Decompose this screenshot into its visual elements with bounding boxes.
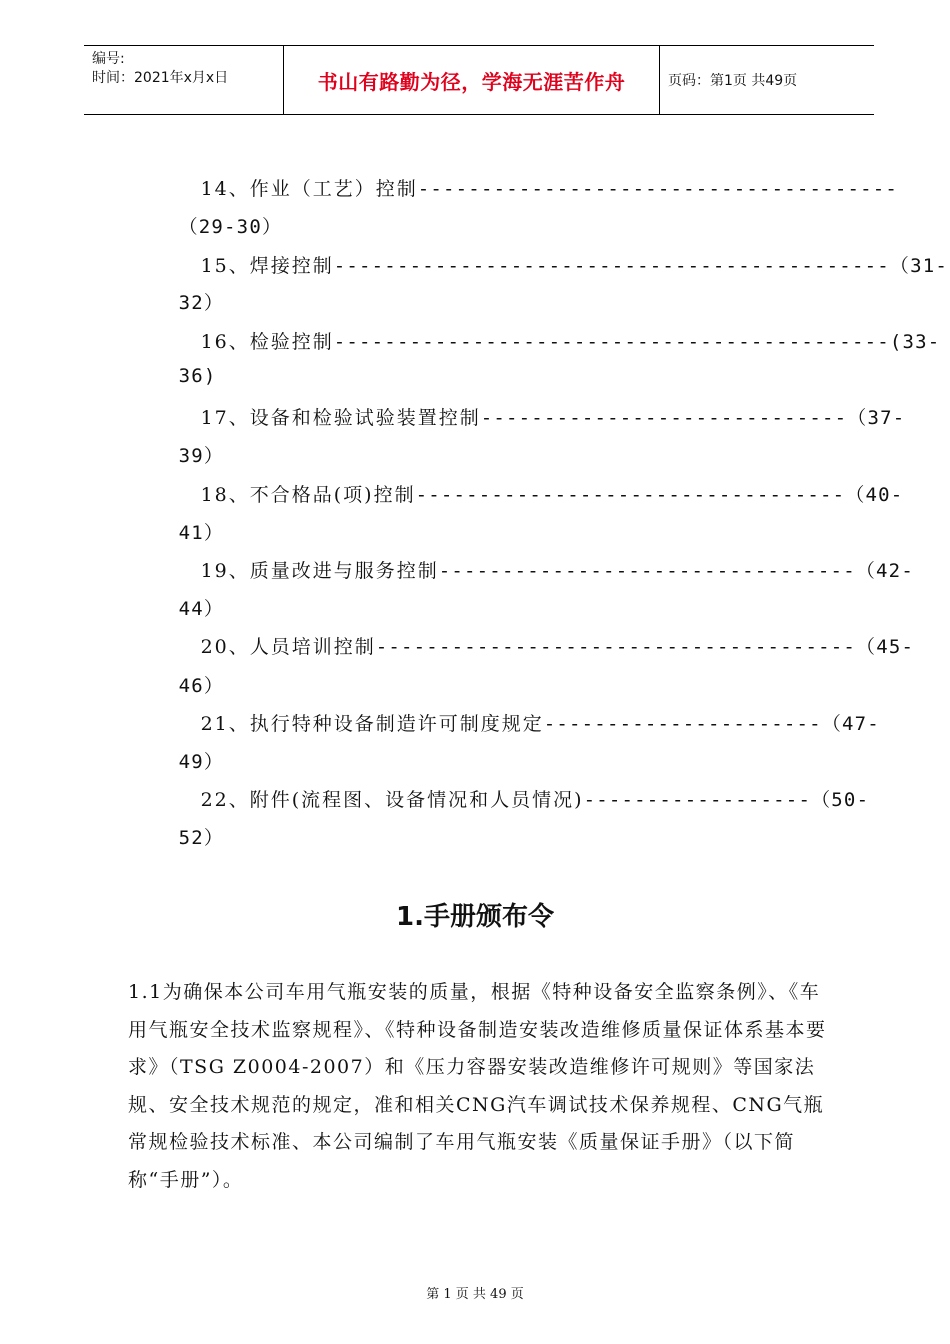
toc-entry-label: 21、执行特种设备制造许可制度规定: [200, 713, 544, 735]
toc-page-range-start: （47-: [821, 713, 880, 735]
toc-leader: ------------------: [583, 789, 812, 811]
toc-entry-label: 19、质量改进与服务控制: [200, 560, 439, 582]
section-title: 1.手册颁布令: [396, 902, 554, 932]
toc-entry-15[interactable]: [150, 229, 948, 300]
toc-page-range-start: (33-: [889, 331, 941, 353]
body-paragraph: 1.1为确保本公司车用气瓶安装的质量，根据《特种设备安全监察条例》、《车用气瓶安全技术监察规程》、《特种设备制造安装改造维修质量保证体系基本要求》（TSG Z0004-2007）和《压力容器安装改造维修许可规则》等国家法规、安全技术规范的规定，准和相关CNG汽车调试技术保养规程、CNG气瓶常规检验技术标准、本公司编制了车用气瓶安装《质量保证手册》（以下简称“手册”）。: [128, 981, 827, 1191]
toc-entry-18[interactable]: [150, 458, 903, 529]
toc-entry-22[interactable]: [150, 763, 869, 834]
toc-page-range-end: 44）: [178, 598, 225, 620]
toc-entry-19[interactable]: [150, 534, 914, 605]
toc-entry-16[interactable]: [150, 305, 940, 376]
toc-page-range-end: 41）: [178, 522, 225, 544]
header-page-label: 页码：第1页 共49页: [668, 73, 798, 89]
toc-leader: ----------------------: [543, 713, 822, 735]
header-motto: 书山有路勤为径，学海无涯苦作舟: [284, 46, 660, 114]
toc-entry-21[interactable]: [150, 687, 880, 758]
toc-leader: --------------------------------------: [375, 636, 857, 658]
toc-page-range-end: 39）: [178, 445, 225, 467]
toc-page-range-end: 32）: [178, 292, 225, 314]
toc-page-range-start: （31-: [889, 255, 948, 277]
toc-entry-label: 17、设备和检验试验装置控制: [200, 407, 481, 429]
toc-page-range-end: 36): [178, 365, 217, 387]
toc-page-range-start: （37-: [847, 407, 906, 429]
toc-leader: -----------------------------: [480, 407, 848, 429]
page-header: [84, 45, 874, 115]
toc-leader: --------------------------------------------: [333, 331, 890, 353]
toc-entry-22-range: [128, 801, 224, 872]
toc-entry-label: 18、不合格品(项)控制: [200, 484, 416, 506]
toc-entry-20[interactable]: [150, 610, 914, 681]
toc-page-range-start: （42-: [855, 560, 914, 582]
toc-leader: ----------------------------------: [415, 484, 846, 506]
toc-page-range: （29-30）: [178, 216, 283, 238]
toc-leader: --------------------------------------------: [333, 255, 890, 277]
toc-entry-label: 14、作业（工艺）控制: [200, 178, 418, 200]
toc-page-range-end: 52）: [178, 827, 225, 849]
header-meta: [84, 46, 284, 114]
toc-leader: ---------------------------------: [438, 560, 856, 582]
toc-entry-label: 20、人员培训控制: [200, 636, 376, 658]
document-time-label: 时间：2021年x月x日: [92, 70, 229, 86]
toc-entry-label: 16、检验控制: [200, 331, 334, 353]
toc-page-range-end: 46）: [178, 675, 225, 697]
toc-entry-17[interactable]: [150, 381, 905, 452]
toc-leader: --------------------------------------: [417, 178, 899, 200]
document-number-label: 编号:: [92, 51, 125, 67]
toc-page-range-start: （40-: [845, 484, 904, 506]
toc-entry-label: 22、附件(流程图、设备情况和人员情况): [200, 789, 584, 811]
toc-entry-label: 15、焊接控制: [200, 255, 334, 277]
toc-page-range-end: 49）: [178, 751, 225, 773]
toc-page-range-start: （45-: [856, 636, 915, 658]
page-footer: 第 1 页 共 49 页: [426, 1287, 524, 1302]
toc-page-range-start: （50-: [811, 789, 870, 811]
